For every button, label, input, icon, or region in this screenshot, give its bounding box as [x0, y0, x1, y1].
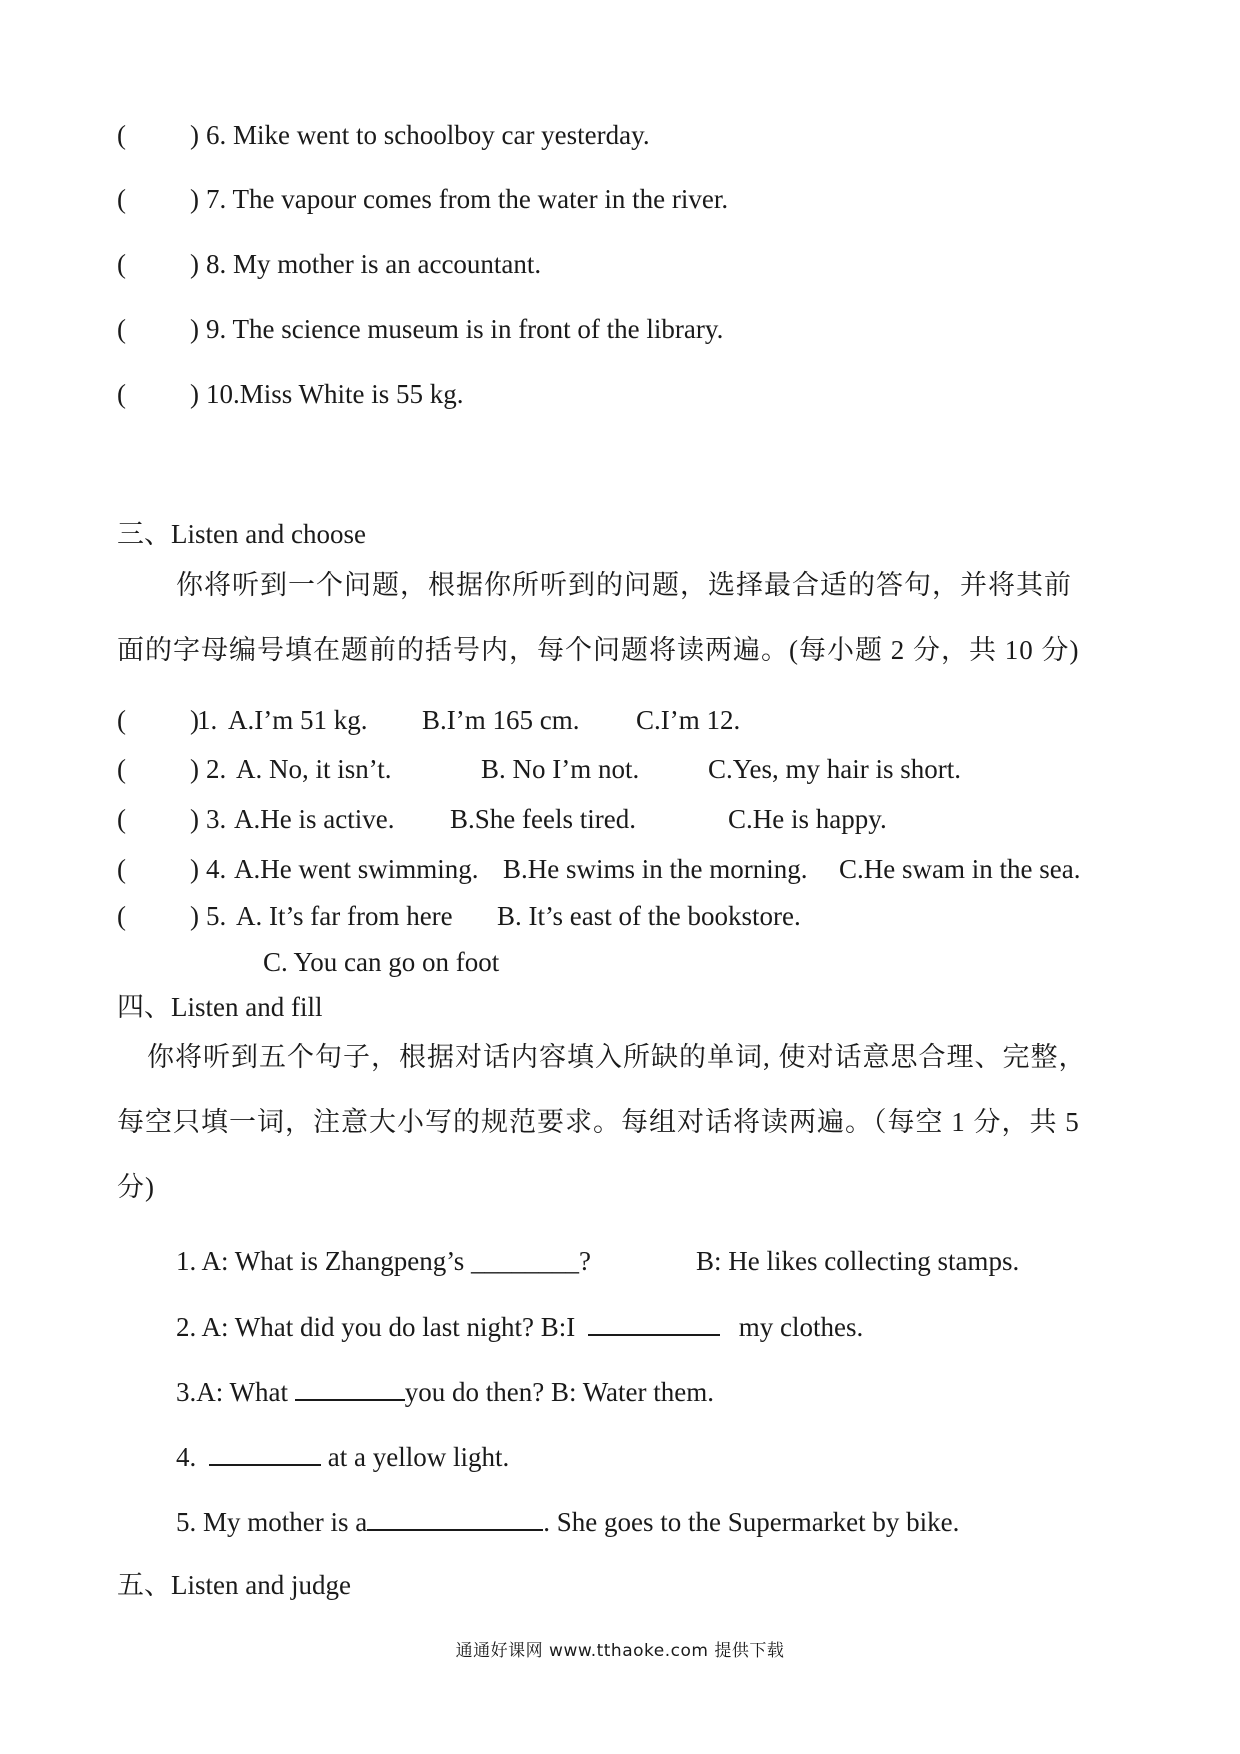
option-a: A. It’s far from here: [236, 901, 453, 931]
question-text: 9. The science museum is in front of the library.: [206, 314, 724, 344]
question-text: 10.Miss White is 55 kg.: [206, 379, 464, 409]
option-c: C.He is happy.: [728, 804, 887, 834]
answer-paren-open[interactable]: (: [117, 901, 126, 931]
option-c: C.He swam in the sea.: [839, 854, 1081, 884]
answer-paren-open[interactable]: (: [117, 804, 126, 834]
answer-paren-open[interactable]: (: [117, 754, 126, 784]
page-footer: 通通好课网 www.tthaoke.com 提供下载: [455, 1641, 785, 1661]
option-b: B. No I’m not.: [481, 754, 640, 784]
fill-blank[interactable]: ________: [470, 1246, 579, 1276]
fill-item: [176, 1373, 714, 1409]
answer-paren-open[interactable]: (: [117, 854, 126, 884]
section-instruction: 分): [117, 1172, 155, 1202]
answer-paren-open[interactable]: (: [117, 379, 126, 409]
fill-blank[interactable]: [209, 1438, 321, 1466]
question-number: 5.: [206, 901, 227, 931]
option-b: B.He swims in the morning.: [503, 854, 808, 884]
answer-paren-close: ): [190, 901, 199, 931]
section-instruction: 每空只填一词，注意大小写的规范要求。每组对话将读两遍。（每空 1 分，共 5: [117, 1107, 1080, 1137]
fill-question-text: you do then? B: Water them.: [404, 1377, 714, 1407]
answer-paren-close: ): [190, 120, 199, 150]
section-heading-listen-choose: 三、Listen and choose: [117, 519, 366, 549]
answer-paren-open[interactable]: (: [117, 314, 126, 344]
question-text: 8. My mother is an accountant.: [206, 249, 542, 279]
answer-paren-close: ): [190, 314, 199, 344]
answer-paren-close: ): [190, 249, 199, 279]
answer-paren-open[interactable]: (: [117, 249, 126, 279]
option-b: B.She feels tired.: [450, 804, 636, 834]
answer-paren-close: ): [190, 379, 199, 409]
answer-paren-open[interactable]: (: [117, 184, 126, 214]
section-heading-listen-judge: 五、Listen and judge: [117, 1570, 351, 1600]
fill-item: [176, 1438, 509, 1474]
answer-paren-open[interactable]: (: [117, 120, 126, 150]
answer-paren-close: ): [190, 804, 199, 834]
section-instruction: 你将听到一个问题，根据你所听到的问题，选择最合适的答句，并将其前: [176, 570, 1072, 600]
answer-paren-close: ): [190, 754, 199, 784]
answer-paren-close: ): [190, 184, 199, 214]
fill-answer-text: B: He likes collecting stamps.: [696, 1246, 1020, 1276]
option-b: B.I’m 165 cm.: [422, 705, 580, 735]
answer-paren-close: ): [190, 705, 199, 735]
option-a: A. No, it isn’t.: [236, 754, 392, 784]
fill-question-text: 1. A: What is Zhangpeng’s: [176, 1246, 471, 1276]
answer-paren-close: ): [190, 854, 199, 884]
question-text: 7. The vapour comes from the water in the river.: [206, 184, 729, 214]
answer-paren-open[interactable]: (: [117, 705, 126, 735]
fill-question-text: 5. My mother is a: [176, 1507, 368, 1537]
section-instruction: 你将听到五个句子，根据对话内容填入所缺的单词, 使对话意思合理、完整，: [147, 1042, 1087, 1072]
fill-item: [176, 1308, 863, 1344]
question-text: 6. Mike went to schoolboy car yesterday.: [206, 120, 650, 150]
section-heading-listen-fill: 四、Listen and fill: [117, 992, 323, 1022]
section-instruction: 面的字母编号填在题前的括号内，每个问题将读两遍。(每小题 2 分，共 10 分): [117, 635, 1080, 665]
option-b: B. It’s east of the bookstore.: [497, 901, 801, 931]
fill-blank[interactable]: [367, 1503, 543, 1531]
fill-question-text: . She goes to the Supermarket by bike.: [543, 1507, 960, 1537]
fill-item: [176, 1244, 591, 1278]
fill-question-text: 4.: [176, 1442, 203, 1472]
option-c: C.Yes, my hair is short.: [708, 754, 962, 784]
fill-question-text: my clothes.: [731, 1312, 864, 1342]
option-c: C.I’m 12.: [636, 705, 741, 735]
question-number: 1.: [197, 705, 218, 735]
fill-question-text: 2. A: What did you do last night? B:I: [176, 1312, 582, 1342]
question-number: 4.: [206, 854, 227, 884]
option-a: A.He is active.: [234, 804, 395, 834]
option-c: C. You can go on foot: [263, 947, 500, 977]
fill-question-text: 3.A: What: [176, 1377, 295, 1407]
fill-blank[interactable]: [295, 1373, 405, 1401]
fill-question-text: ?: [578, 1246, 591, 1276]
question-number: 2.: [206, 754, 227, 784]
option-a: A.He went swimming.: [234, 854, 479, 884]
fill-blank[interactable]: [588, 1308, 720, 1336]
fill-item: [176, 1503, 959, 1539]
question-number: 3.: [206, 804, 227, 834]
fill-question-text: at a yellow light.: [321, 1442, 510, 1472]
option-a: A.I’m 51 kg.: [228, 705, 368, 735]
